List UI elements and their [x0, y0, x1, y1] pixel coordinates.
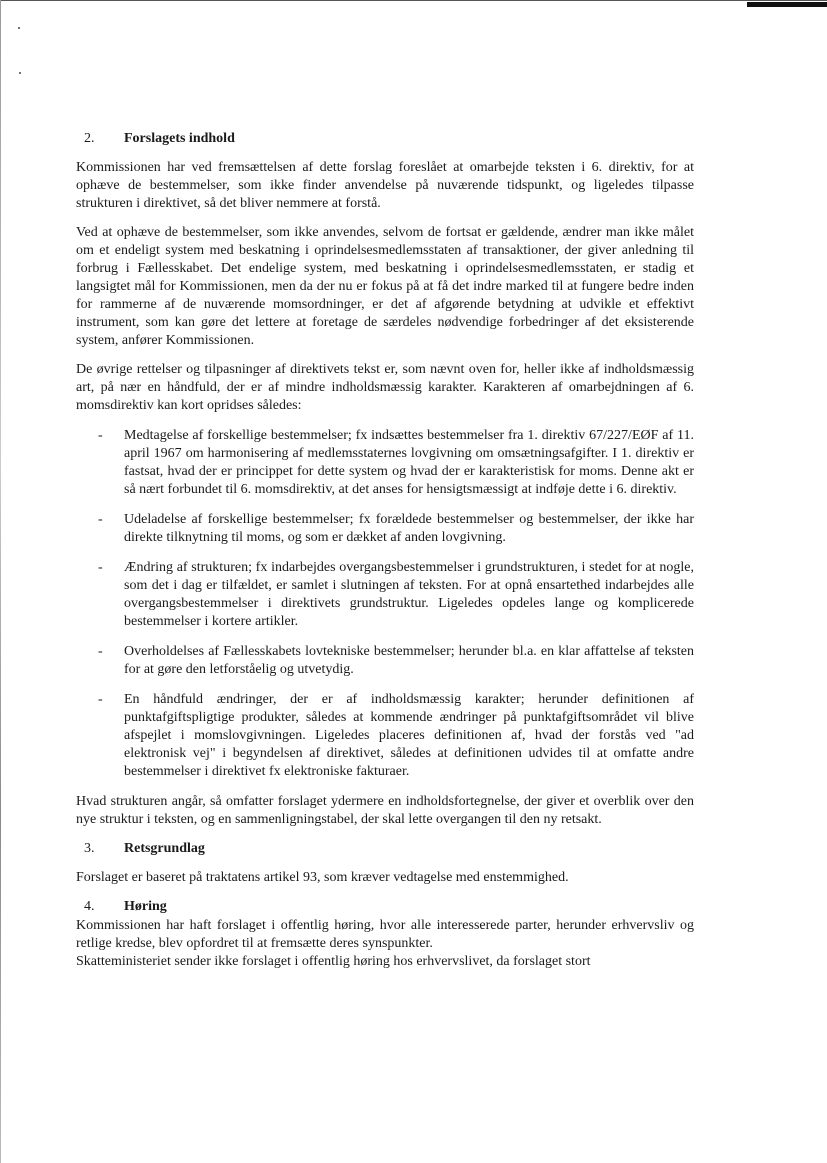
paragraph: Ved at ophæve de bestemmelser, som ikke anvendes, selvom de fortsat er gældende, ændrer man ikke målet om et endeligt system med beskatning i oprindelsesmedlemsstaten af transaktioner, der giver anledning til forbrug i Fællesskabet. Det endelige system, med beskatning i oprindelsesmedlemsstaten, er stadig et langsigtet mål for Kommissionen, men da der nu er fokus på at få det indre marked til at fungere bedre inden for rammerne af de nuværende momsordninger, er det af afgørende betydning at udvikle et effektivt instrument, som kan gøre det lettere at foretage de særdeles nødvendige forbedringer af det eksisterende system, anfører Kommissionen.: [76, 225, 694, 348]
paragraph: Skatteministeriet sender ikke forslaget i offentlig høring hos erhvervslivet, da forslaget stort: [76, 954, 591, 969]
scan-edge-mark: [747, 2, 827, 7]
section-heading-consultation: [76, 898, 694, 916]
section-number: 3.: [84, 841, 95, 856]
scan-speck: [19, 72, 21, 74]
document-page: [76, 130, 694, 971]
scan-top-edge: [0, 0, 827, 7]
list-item-text: Udeladelse af forskellige bestemmelser; fx forældede bestemmelser og bestemmelser, der ikke har direkte tilknytning til moms, og som er dækket af anden lovgivning.: [124, 512, 694, 545]
paragraph: De øvrige rettelser og tilpasninger af direktivets tekst er, som nævnt oven for, heller ikke af indholdsmæssig art, på nær en håndfuld, der er af mindre indholdsmæssig karakter. Karakteren af omarbejdningen af 6. momsdirektiv kan kort opridses således:: [76, 362, 694, 413]
paragraph: Forslaget er baseret på traktatens artikel 93, som kræver vedtagelse med enstemmighed.: [76, 870, 569, 885]
list-item-text: Overholdelses af Fællesskabets lovtekniske bestemmelser; herunder bl.a. en klar affattelse af teksten for at gøre den letforståelig og utvetydig.: [124, 644, 694, 677]
bullet-marker: -: [98, 512, 103, 527]
paragraph: Kommissionen har ved fremsættelsen af dette forslag foreslået at omarbejde teksten i 6. direktiv, for at ophæve de bestemmelser, som ikke finder anvendelse på nuværende tidspunkt, og ligeledes tilpasse strukturen i direktivet, så det bliver nemmere at forstå.: [76, 160, 694, 211]
list-item: [76, 511, 694, 547]
list-item-text: Medtagelse af forskellige bestemmelser; fx indsættes bestemmelser fra 1. direktiv 67/227/EØF af 11. april 1967 om harmonisering af medlemsstaternes lovgivning om omsætningsafgifter. I 1. direktiv er fastsat, hvad der er princippet for dette system og hvad der er karakteristisk for moms. Denne akt er så nært forbundet til 6. momsdirektiv, at det anses for hensigtsmæssigt at indføje dette i 6. direktiv.: [124, 428, 694, 497]
paragraph: Kommissionen har haft forslaget i offentlig høring, hvor alle interesserede parter, herunder erhvervsliv og retlige kredse, blev opfordret til at fremsætte deres synspunkter.: [76, 918, 694, 951]
list-item: [76, 691, 694, 781]
section-number: 2.: [84, 131, 95, 146]
section-title: Retsgrundlag: [124, 841, 205, 856]
list-item-text: Ændring af strukturen; fx indarbejdes overgangsbestemmelser i grundstrukturen, i stedet for at nogle, som det i dag er tilfældet, er samlet i slutningen af teksten. For at opnå ensartethed indarbejdes alle overgangsbestemmelser i direktivets grundstruktur. Ligeledes opdeles lange og komplicerede bestemmelser i kortere artikler.: [124, 560, 694, 629]
list-item: [76, 643, 694, 679]
bullet-marker: -: [98, 692, 103, 707]
scan-speck: [18, 27, 20, 29]
bullet-marker: -: [98, 560, 103, 575]
section-heading-legal-basis: [76, 840, 694, 858]
bullet-marker: -: [98, 644, 103, 659]
bullet-list: [76, 427, 694, 781]
section-title: Forslagets indhold: [124, 131, 235, 146]
list-item: [76, 559, 694, 631]
section-heading-content: [76, 130, 694, 148]
section-title: Høring: [124, 899, 167, 914]
list-item-text: En håndfuld ændringer, der er af indholdsmæssig karakter; herunder definitionen af punktafgiftspligtige produkter, således at kommende ændringer på punktafgiftsområdet vil blive afspejlet i momslovgivningen. Ligeledes placeres definitionen af, hvad der forstås ved "ad elektronisk vej" i begyndelsen af direktivet, således at definitionen udvides til at omfatte andre bestemmelser i direktivet fx elektroniske fakturaer.: [124, 692, 694, 779]
bullet-marker: -: [98, 428, 103, 443]
list-item: [76, 427, 694, 499]
scan-left-edge: [0, 0, 1, 1163]
paragraph: Hvad strukturen angår, så omfatter forslaget ydermere en indholdsfortegnelse, der giver et overblik over den nye struktur i teksten, og en sammenligningstabel, der skal lette overgangen til den ny retsakt.: [76, 794, 694, 827]
section-number: 4.: [84, 899, 95, 914]
